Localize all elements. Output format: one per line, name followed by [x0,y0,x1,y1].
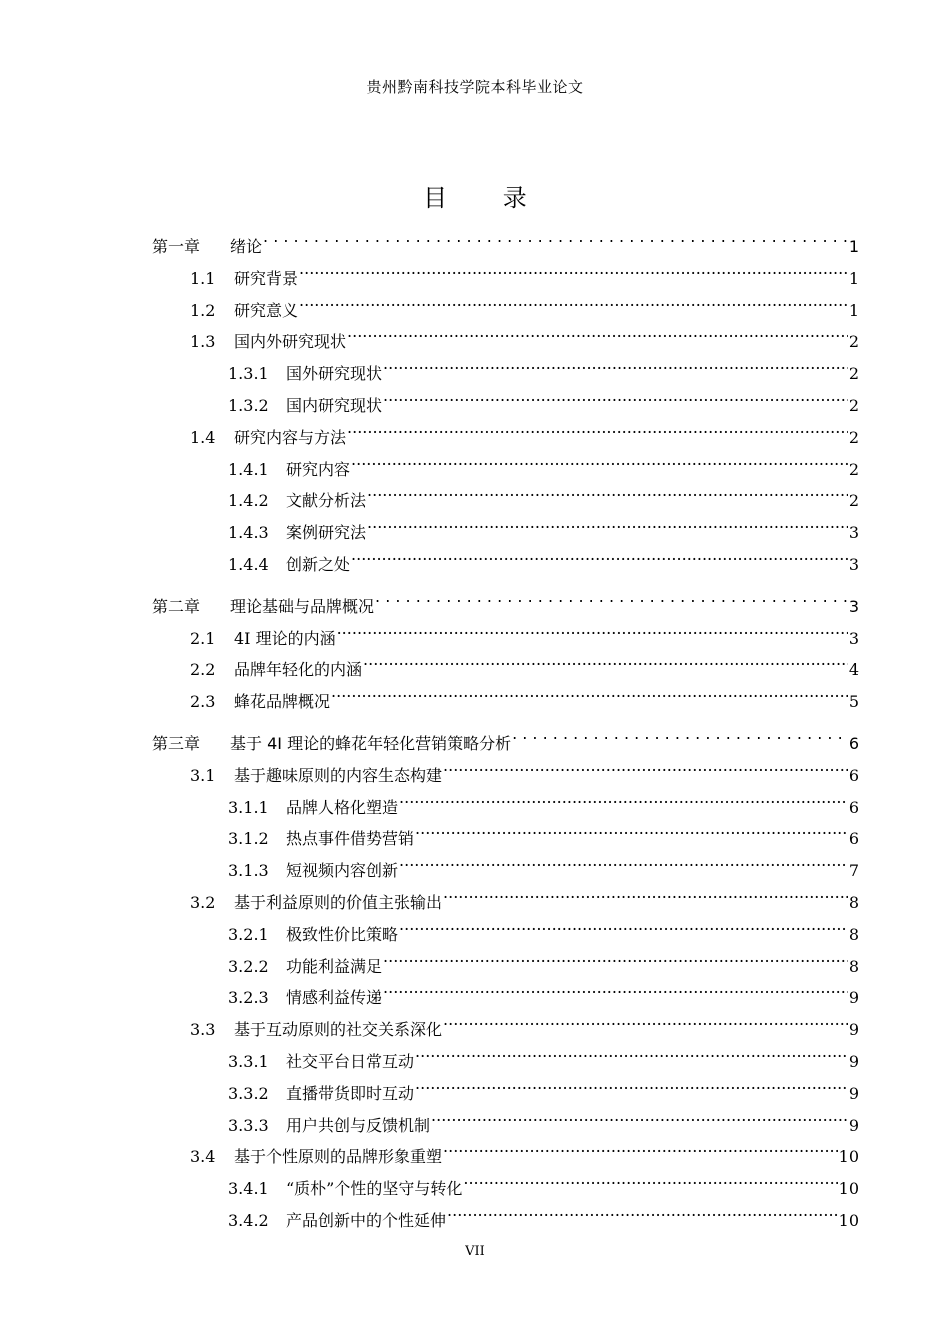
toc-entry-page: 6 [848,797,859,817]
toc-dot-leader [463,1164,837,1194]
toc-entry-page: 3 [848,596,859,616]
toc-subsection-entry[interactable] [228,349,859,384]
toc-entry-label: 文献分析法 [286,491,367,511]
toc-chapter-entry[interactable] [152,222,859,256]
toc-entry-label: 研究意义 [234,300,299,320]
toc-entry-label: 国内外研究现状 [234,332,347,352]
toc-entry-label: 4I 理论的内涵 [234,628,336,648]
toc-dot-leader [337,614,848,644]
toc-dot-leader [331,677,848,707]
toc-entry-label: 创新之处 [286,555,351,574]
toc-entry-number: 3.4.2 [228,1211,269,1230]
toc-entry-page: 9 [848,988,859,1008]
toc-entry-page: 4 [848,660,859,680]
toc-dot-leader [383,381,848,411]
toc-entry-label: 短视频内容创新 [286,861,399,881]
toc-entry-number: 3.1.1 [228,797,269,817]
toc-title: 目 录 [423,184,551,212]
toc-section-entry[interactable] [190,751,859,785]
toc-entry-number: 3.1.2 [228,829,269,849]
toc-dot-leader [351,445,848,475]
toc-entry-number: 1.1 [190,268,216,288]
toc-dot-leader [415,1037,848,1067]
toc-entry-page: 5 [848,692,859,712]
toc-dot-leader [383,349,848,379]
toc-entry-page: 2 [848,332,859,352]
toc-dot-leader [351,540,848,570]
toc-subsection-entry[interactable] [228,540,859,574]
toc-entry-page: 9 [848,1020,859,1040]
toc-dot-leader [415,1069,848,1099]
toc-entry-label: 极致性价比策略 [286,924,399,944]
toc-subsection-entry[interactable] [228,445,859,479]
toc-entry-label: 用户共创与反馈机制 [286,1115,431,1135]
toc-entry-number: 2.1 [190,628,216,648]
toc-dot-leader [443,1005,848,1035]
toc-subsection-entry[interactable] [228,1037,859,1071]
toc-entry-number: 1.3.2 [228,396,269,415]
toc-entry-page: 10 [838,1211,859,1230]
toc-entry-number: 3.2.1 [228,924,269,944]
toc-entry-number: 第三章 [152,734,201,753]
toc-dot-leader [399,846,848,876]
toc-entry-label: 案例研究法 [286,523,367,543]
page-number: VII [465,1244,485,1259]
toc-entry-number: 3.3 [190,1020,216,1040]
toc-entry-label: 基于利益原则的价值主张输出 [234,893,443,912]
toc-dot-leader [367,508,848,538]
toc-dot-leader [375,582,848,612]
toc-dot-leader [512,719,848,749]
toc-entry-number: 1.4.1 [228,459,269,479]
toc-dot-leader [363,645,848,675]
toc-entry-number: 2.3 [190,692,216,712]
toc-entry-label: 国外研究现状 [286,364,383,384]
toc-entry-page: 1 [848,268,859,288]
toc-entry-page: 2 [848,396,859,415]
toc-entry-number: 3.1.3 [228,861,269,881]
toc-entry-page: 2 [848,459,859,479]
toc-entry-label: 基于趣味原则的内容生态构建 [234,765,443,785]
toc-entry-page: 9 [848,1115,859,1135]
toc-entry-label: 品牌人格化塑造 [286,797,399,817]
toc-entry-label: 蜂花品牌概况 [234,692,331,712]
toc-section-entry[interactable] [190,614,859,648]
toc-dot-leader [399,910,848,940]
toc-dot-leader [299,254,848,284]
toc-entry-page: 3 [848,628,859,648]
toc-chapter-entry[interactable] [152,582,859,616]
running-header: 贵州黔南科技学院本科毕业论文 [366,78,584,96]
toc-dot-leader [415,814,848,844]
toc-subsection-entry[interactable] [228,508,859,543]
toc-subsection-entry[interactable] [228,1069,859,1103]
toc-dot-leader [399,783,848,813]
toc-entry-page: 1 [848,237,859,256]
toc-entry-label: 绪论 [230,237,263,256]
toc-entry-page: 6 [848,734,859,753]
toc-entry-label: “质朴”个性的坚守与转化 [286,1179,463,1199]
toc-subsection-entry[interactable] [228,846,859,881]
toc-entry-page: 2 [848,364,859,384]
toc-subsection-entry[interactable] [228,381,859,415]
toc-entry-page: 8 [848,893,859,912]
toc-entry-label: 社交平台日常互动 [286,1052,415,1071]
toc-dot-leader [443,878,848,908]
toc-entry-label: 产品创新中的个性延伸 [286,1211,447,1230]
toc-entry-page: 8 [848,924,859,944]
toc-dot-leader [263,222,848,252]
toc-section-entry[interactable] [190,878,859,912]
toc-entry-page: 10 [838,1147,859,1167]
toc-entry-number: 3.2 [190,893,216,912]
toc-entry-page: 6 [848,829,859,849]
toc-entry-number: 3.4.1 [228,1179,269,1199]
toc-entry-number: 3.1 [190,765,216,785]
toc-entry-number: 1.3.1 [228,364,269,384]
toc-entry-page: 2 [848,427,859,447]
toc-entry-number: 1.3 [190,332,216,352]
toc-entry-label: 基于个性原则的品牌形象重塑 [234,1147,443,1167]
toc-entry-page: 9 [848,1083,859,1103]
toc-section-entry[interactable] [190,413,859,447]
toc-entry-label: 理论基础与品牌概况 [230,596,375,616]
toc-entry-label: 基于 4I 理论的蜂花年轻化营销策略分析 [230,734,512,753]
toc-entry-page: 8 [848,956,859,976]
toc-dot-leader [443,751,848,781]
toc-entry-page: 3 [848,555,859,574]
toc-chapter-entry[interactable] [152,719,859,753]
toc-subsection-entry[interactable] [228,910,859,944]
toc-dot-leader [367,476,848,506]
toc-entry-number: 1.4.4 [228,555,269,574]
toc-entry-number: 第二章 [152,596,201,616]
toc-entry-label: 热点事件借势营销 [286,829,415,849]
toc-entry-page: 7 [848,861,859,881]
toc-entry-page: 9 [848,1052,859,1071]
toc-entry-number: 3.3.2 [228,1083,269,1103]
toc-entry-label: 直播带货即时互动 [286,1083,415,1103]
toc-entry-number: 1.4.2 [228,491,269,511]
toc-dot-leader [447,1196,838,1226]
toc-entry-number: 1.2 [190,300,216,320]
toc-dot-leader [383,973,848,1003]
toc-entry-number: 第一章 [152,237,201,256]
toc-subsection-entry[interactable] [228,1196,859,1230]
toc-dot-leader [347,413,848,443]
toc-entry-page: 3 [848,523,859,543]
toc-section-entry[interactable] [190,645,859,680]
toc-subsection-entry[interactable] [228,814,859,849]
toc-subsection-entry[interactable] [228,1164,859,1199]
toc-entry-label: 研究背景 [234,268,299,288]
toc-entry-page: 2 [848,491,859,511]
toc-entry-page: 1 [848,300,859,320]
toc-entry-number: 3.3.3 [228,1115,269,1135]
toc-section-entry[interactable] [190,254,859,288]
toc-section-entry[interactable] [190,286,859,320]
toc-entry-label: 研究内容与方法 [234,427,347,447]
toc-entry-page: 10 [838,1179,859,1199]
toc-subsection-entry[interactable] [228,942,859,976]
toc-dot-leader [383,942,848,972]
toc-dot-leader [347,317,848,347]
toc-entry-page: 6 [848,765,859,785]
toc-entry-label: 功能利益满足 [286,956,383,976]
toc-entry-number: 3.2.2 [228,956,269,976]
toc-entry-number: 1.4 [190,427,216,447]
toc-section-entry[interactable] [190,1005,859,1040]
toc-dot-leader [431,1101,848,1131]
toc-entry-label: 基于互动原则的社交关系深化 [234,1020,443,1040]
toc-subsection-entry[interactable] [228,783,859,817]
toc-entry-label: 研究内容 [286,459,351,479]
toc-entry-label: 国内研究现状 [286,396,383,415]
toc-dot-leader [299,286,848,316]
toc-entry-label: 情感利益传递 [286,988,383,1008]
toc-subsection-entry[interactable] [228,1101,859,1135]
toc-entry-number: 3.2.3 [228,988,269,1008]
toc-entry-number: 2.2 [190,660,216,680]
toc-entry-label: 品牌年轻化的内涵 [234,660,363,680]
toc-dot-leader [443,1132,838,1162]
toc-subsection-entry[interactable] [228,973,859,1008]
toc-entry-number: 3.3.1 [228,1052,269,1071]
toc-entry-number: 1.4.3 [228,523,269,543]
toc-subsection-entry[interactable] [228,476,859,511]
toc-entry-number: 3.4 [190,1147,216,1167]
toc-section-entry[interactable] [190,677,859,712]
toc-section-entry[interactable] [190,1132,859,1167]
toc-section-entry[interactable] [190,317,859,352]
